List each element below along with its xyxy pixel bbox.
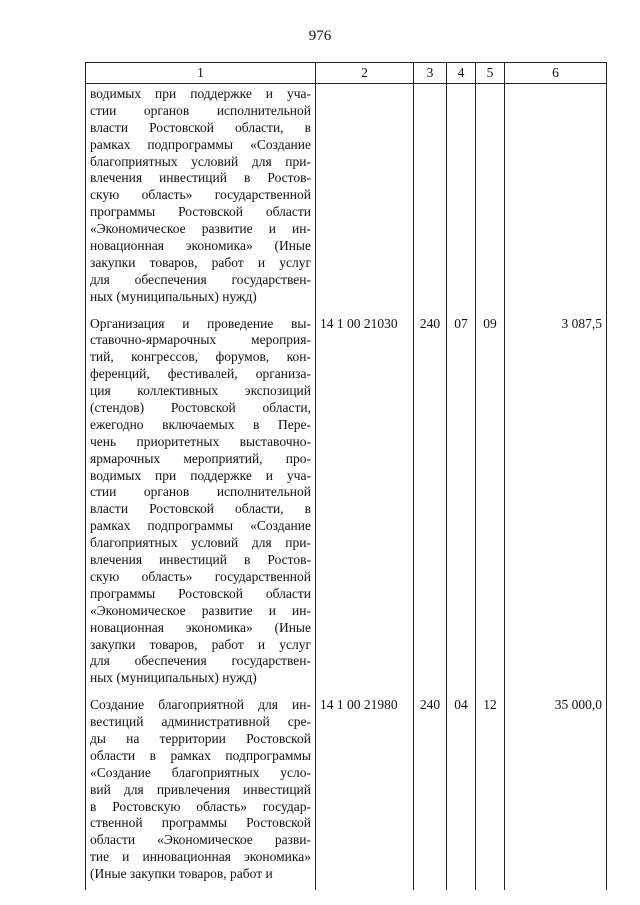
description-line: области в рамках подпрограммы xyxy=(90,747,311,763)
header-col-4: 4 xyxy=(447,63,476,84)
description-line: ференций, фестивалей, организа- xyxy=(90,366,311,382)
description-line: Создание благоприятной для ин- xyxy=(90,697,311,713)
description-line: в Ростовскую область» государ- xyxy=(90,798,311,814)
description-line: рамках подпрограммы «Создание xyxy=(90,518,311,534)
description-line: для обеспечения государствен- xyxy=(90,271,311,287)
description-line: стии органов исполнительной xyxy=(90,102,311,118)
table-row xyxy=(86,313,607,695)
description-line: ежегодно включаемых в Пере- xyxy=(90,416,311,432)
expense-type-cell: 240 xyxy=(414,313,447,695)
table-row xyxy=(86,84,607,313)
description-line: скую область» государственной xyxy=(90,187,311,203)
description-line: «Экономическое развитие и ин- xyxy=(90,221,311,237)
description-line: ных (муниципальных) нужд) xyxy=(90,670,257,686)
description-line: «Экономическое развитие и ин- xyxy=(90,602,311,618)
description-line: ция коллективных экспозиций xyxy=(90,383,311,399)
subsection-cell xyxy=(476,84,505,313)
description-line: влечения инвестиций в Ростов- xyxy=(90,552,311,568)
description-line: влечения инвестиций в Ростов- xyxy=(90,170,311,186)
description-line: стии органов исполнительной xyxy=(90,484,311,500)
header-col-2: 2 xyxy=(316,63,414,84)
description-line: ных (муниципальных) нужд) xyxy=(90,288,257,304)
description-line: ственной программы Ростовской xyxy=(90,815,311,831)
description-line: (стендов) Ростовской области, xyxy=(90,400,311,416)
description-line: власти Ростовской области, в xyxy=(90,501,311,517)
description-line: области «Экономическое разви- xyxy=(90,832,311,848)
description-line: Организация и проведение вы- xyxy=(90,315,311,331)
description-line: водимых при поддержке и уча- xyxy=(90,86,311,101)
header-col-6: 6 xyxy=(505,63,607,84)
description-line: для обеспечения государствен- xyxy=(90,653,311,669)
budget-table xyxy=(85,62,607,890)
target-article-cell xyxy=(316,84,414,313)
description-line: скую область» государственной xyxy=(90,568,311,584)
row-description xyxy=(86,84,316,313)
amount-cell xyxy=(505,84,607,313)
description-line: благоприятных условий для при- xyxy=(90,535,311,551)
header-col-1: 1 xyxy=(86,63,316,84)
amount-cell: 3 087,5 xyxy=(505,313,607,695)
row-description xyxy=(86,694,316,890)
description-line: ставочно-ярмарочных мероприя- xyxy=(90,332,311,348)
subsection-cell: 12 xyxy=(476,694,505,890)
page-number: 976 xyxy=(308,28,332,44)
description-line: чень приоритетных выставочно- xyxy=(90,433,311,449)
description-line: водимых при поддержке и уча- xyxy=(90,467,311,483)
section-cell: 04 xyxy=(447,694,476,890)
amount-cell: 35 000,0 xyxy=(505,694,607,890)
description-line: ды на территории Ростовской xyxy=(90,730,311,746)
description-line: «Создание благоприятных усло- xyxy=(90,764,311,780)
target-article-cell: 14 1 00 21980 xyxy=(316,694,414,890)
description-line: вестиций административной сре- xyxy=(90,714,311,730)
description-line: новационная экономика» (Иные xyxy=(90,619,311,635)
description-line: благоприятных условий для при- xyxy=(90,153,311,169)
description-line: рамках подпрограммы «Создание xyxy=(90,136,311,152)
description-line: (Иные закупки товаров, работ и xyxy=(90,866,273,882)
description-line: закупки товаров, работ и услуг xyxy=(90,254,311,270)
description-line: программы Ростовской области xyxy=(90,204,311,220)
target-article-cell: 14 1 00 21030 xyxy=(316,313,414,695)
section-cell: 07 xyxy=(447,313,476,695)
description-line: власти Ростовской области, в xyxy=(90,119,311,135)
expense-type-cell: 240 xyxy=(414,694,447,890)
subsection-cell: 09 xyxy=(476,313,505,695)
table-row xyxy=(86,694,607,890)
description-line: ярмарочных мероприятий, про- xyxy=(90,450,311,466)
description-line: закупки товаров, работ и услуг xyxy=(90,636,311,652)
description-line: новационная экономика» (Иные xyxy=(90,238,311,254)
header-col-3: 3 xyxy=(414,63,447,84)
section-cell xyxy=(447,84,476,313)
header-col-5: 5 xyxy=(476,63,505,84)
description-line: вий для привлечения инвестиций xyxy=(90,781,311,797)
description-line: тий, конгрессов, форумов, кон- xyxy=(90,349,311,365)
header-row xyxy=(86,63,607,84)
description-line: программы Ростовской области xyxy=(90,585,311,601)
row-description xyxy=(86,313,316,695)
expense-type-cell xyxy=(414,84,447,313)
description-line: тие и инновационная экономика» xyxy=(90,849,311,865)
